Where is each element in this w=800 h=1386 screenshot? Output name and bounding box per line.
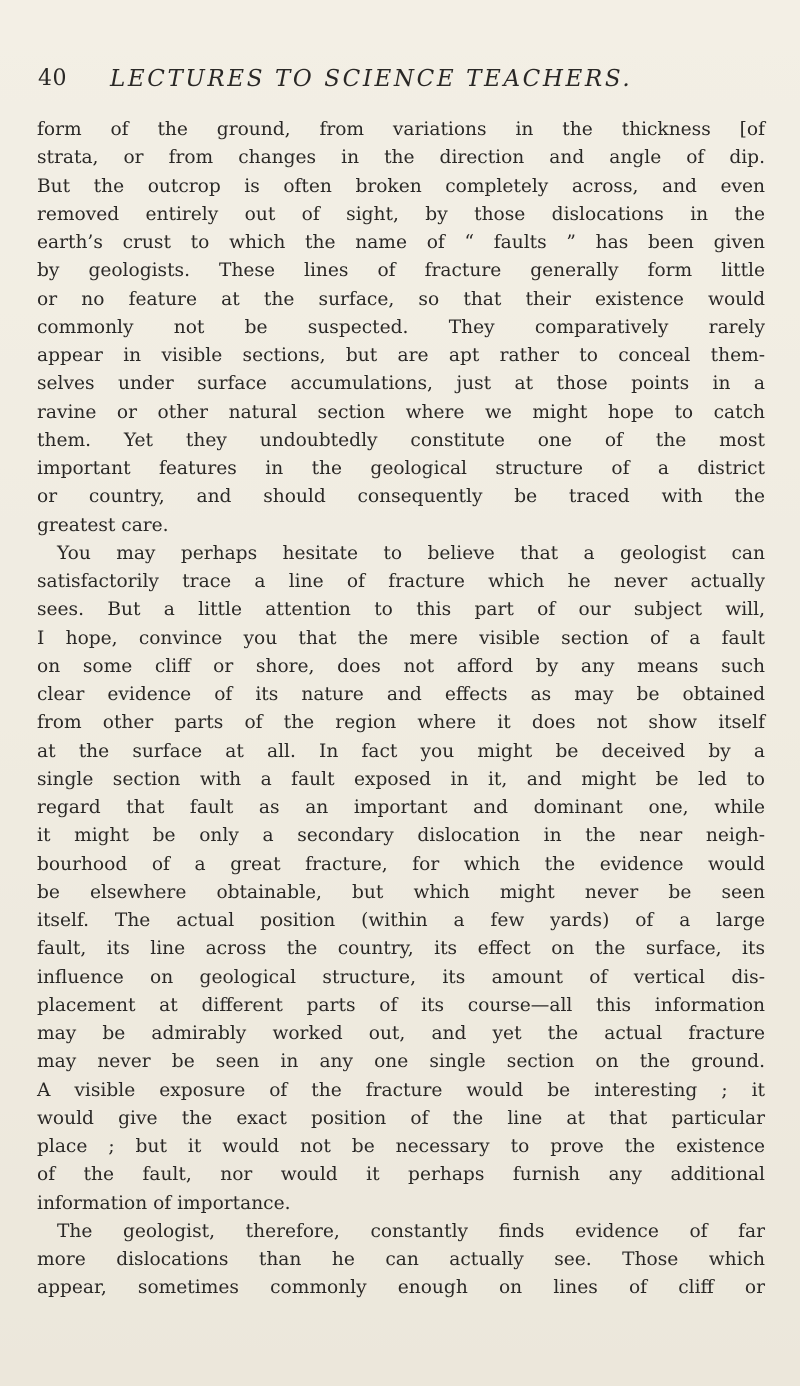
text-line: single section with a fault exposed in it, and might be led to xyxy=(37,768,765,790)
running-title: LECTURES TO SCIENCE TEACHERS. xyxy=(110,66,633,92)
text-line: be elsewhere obtainable, but which might never be seen xyxy=(37,881,765,903)
text-line: I hope, convince you that the mere visible section of a fault xyxy=(37,627,765,649)
text-line: commonly not be suspected. They comparatively rarely xyxy=(37,316,765,338)
text-line: fault, its line across the country, its effect on the surface, its xyxy=(37,938,765,960)
text-line: would give the exact position of the line at that particular xyxy=(37,1107,765,1129)
text-line: on some cliff or shore, does not afford by any means such xyxy=(37,655,765,677)
text-line: removed entirely out of sight, by those dislocations in the xyxy=(37,203,765,225)
text-line: more dislocations than he can actually see. Those which xyxy=(37,1249,765,1270)
text-line: clear evidence of its nature and effects as may be obtained xyxy=(37,684,765,705)
text-line: greatest care. xyxy=(37,514,169,536)
text-line: important features in the geological structure of a district xyxy=(37,458,765,479)
page-number: 40 xyxy=(38,66,67,91)
text-line: But the outcrop is often broken completely across, and even xyxy=(37,175,765,197)
text-line: strata, or from changes in the direction and angle of dip. xyxy=(37,147,765,169)
text-line: may be admirably worked out, and yet the actual fracture xyxy=(37,1023,765,1044)
text-line: of the fault, nor would it perhaps furnish any additional xyxy=(37,1164,765,1186)
running-head xyxy=(38,66,778,98)
text-line: bourhood of a great fracture, for which the evidence would xyxy=(37,853,765,875)
text-line: influence on geological structure, its amount of vertical dis- xyxy=(37,966,765,988)
text-line: itself. The actual position (within a few yards) of a large xyxy=(37,910,765,931)
text-line: ravine or other natural section where we might hope to catch xyxy=(37,401,765,423)
text-line: earth’s crust to which the name of “ faults ” has been given xyxy=(37,232,765,253)
text-line: by geologists. These lines of fracture generally form little xyxy=(37,260,765,282)
text-line: form of the ground, from variations in the thickness [of xyxy=(37,119,765,140)
text-line: placement at different parts of its course—all this information xyxy=(37,994,765,1016)
text-line: place ; but it would not be necessary to prove the existence xyxy=(37,1136,765,1157)
text-line: may never be seen in any one single section on the ground. xyxy=(37,1051,765,1073)
paragraph-start-line: You may perhaps hesitate to believe that a geologist can xyxy=(57,542,765,564)
text-line: A visible exposure of the fracture would be interesting ; it xyxy=(37,1079,765,1101)
text-line: regard that fault as an important and dominant one, while xyxy=(37,797,765,818)
text-line: sees. But a little attention to this part of our subject will, xyxy=(37,599,765,621)
text-line: at the surface at all. In fact you might be deceived by a xyxy=(37,740,765,762)
text-line: appear, sometimes commonly enough on lines of cliff or xyxy=(37,1277,765,1299)
text-line: them. Yet they undoubtedly constitute one of the most xyxy=(37,429,765,451)
text-line: from other parts of the region where it does not show itself xyxy=(37,712,765,734)
text-line: or no feature at the surface, so that their existence would xyxy=(37,288,765,310)
text-line: it might be only a secondary dislocation in the near neigh- xyxy=(37,825,765,847)
text-line: information of importance. xyxy=(37,1192,291,1214)
text-line: selves under surface accumulations, just at those points in a xyxy=(37,373,765,395)
text-line: appear in visible sections, but are apt rather to conceal them- xyxy=(37,345,765,366)
body-text xyxy=(37,116,765,1303)
text-line: or country, and should consequently be traced with the xyxy=(37,486,765,508)
text-line: satisfactorily trace a line of fracture which he never actually xyxy=(37,571,765,592)
paragraph-start-line: The geologist, therefore, constantly finds evidence of far xyxy=(57,1220,765,1242)
